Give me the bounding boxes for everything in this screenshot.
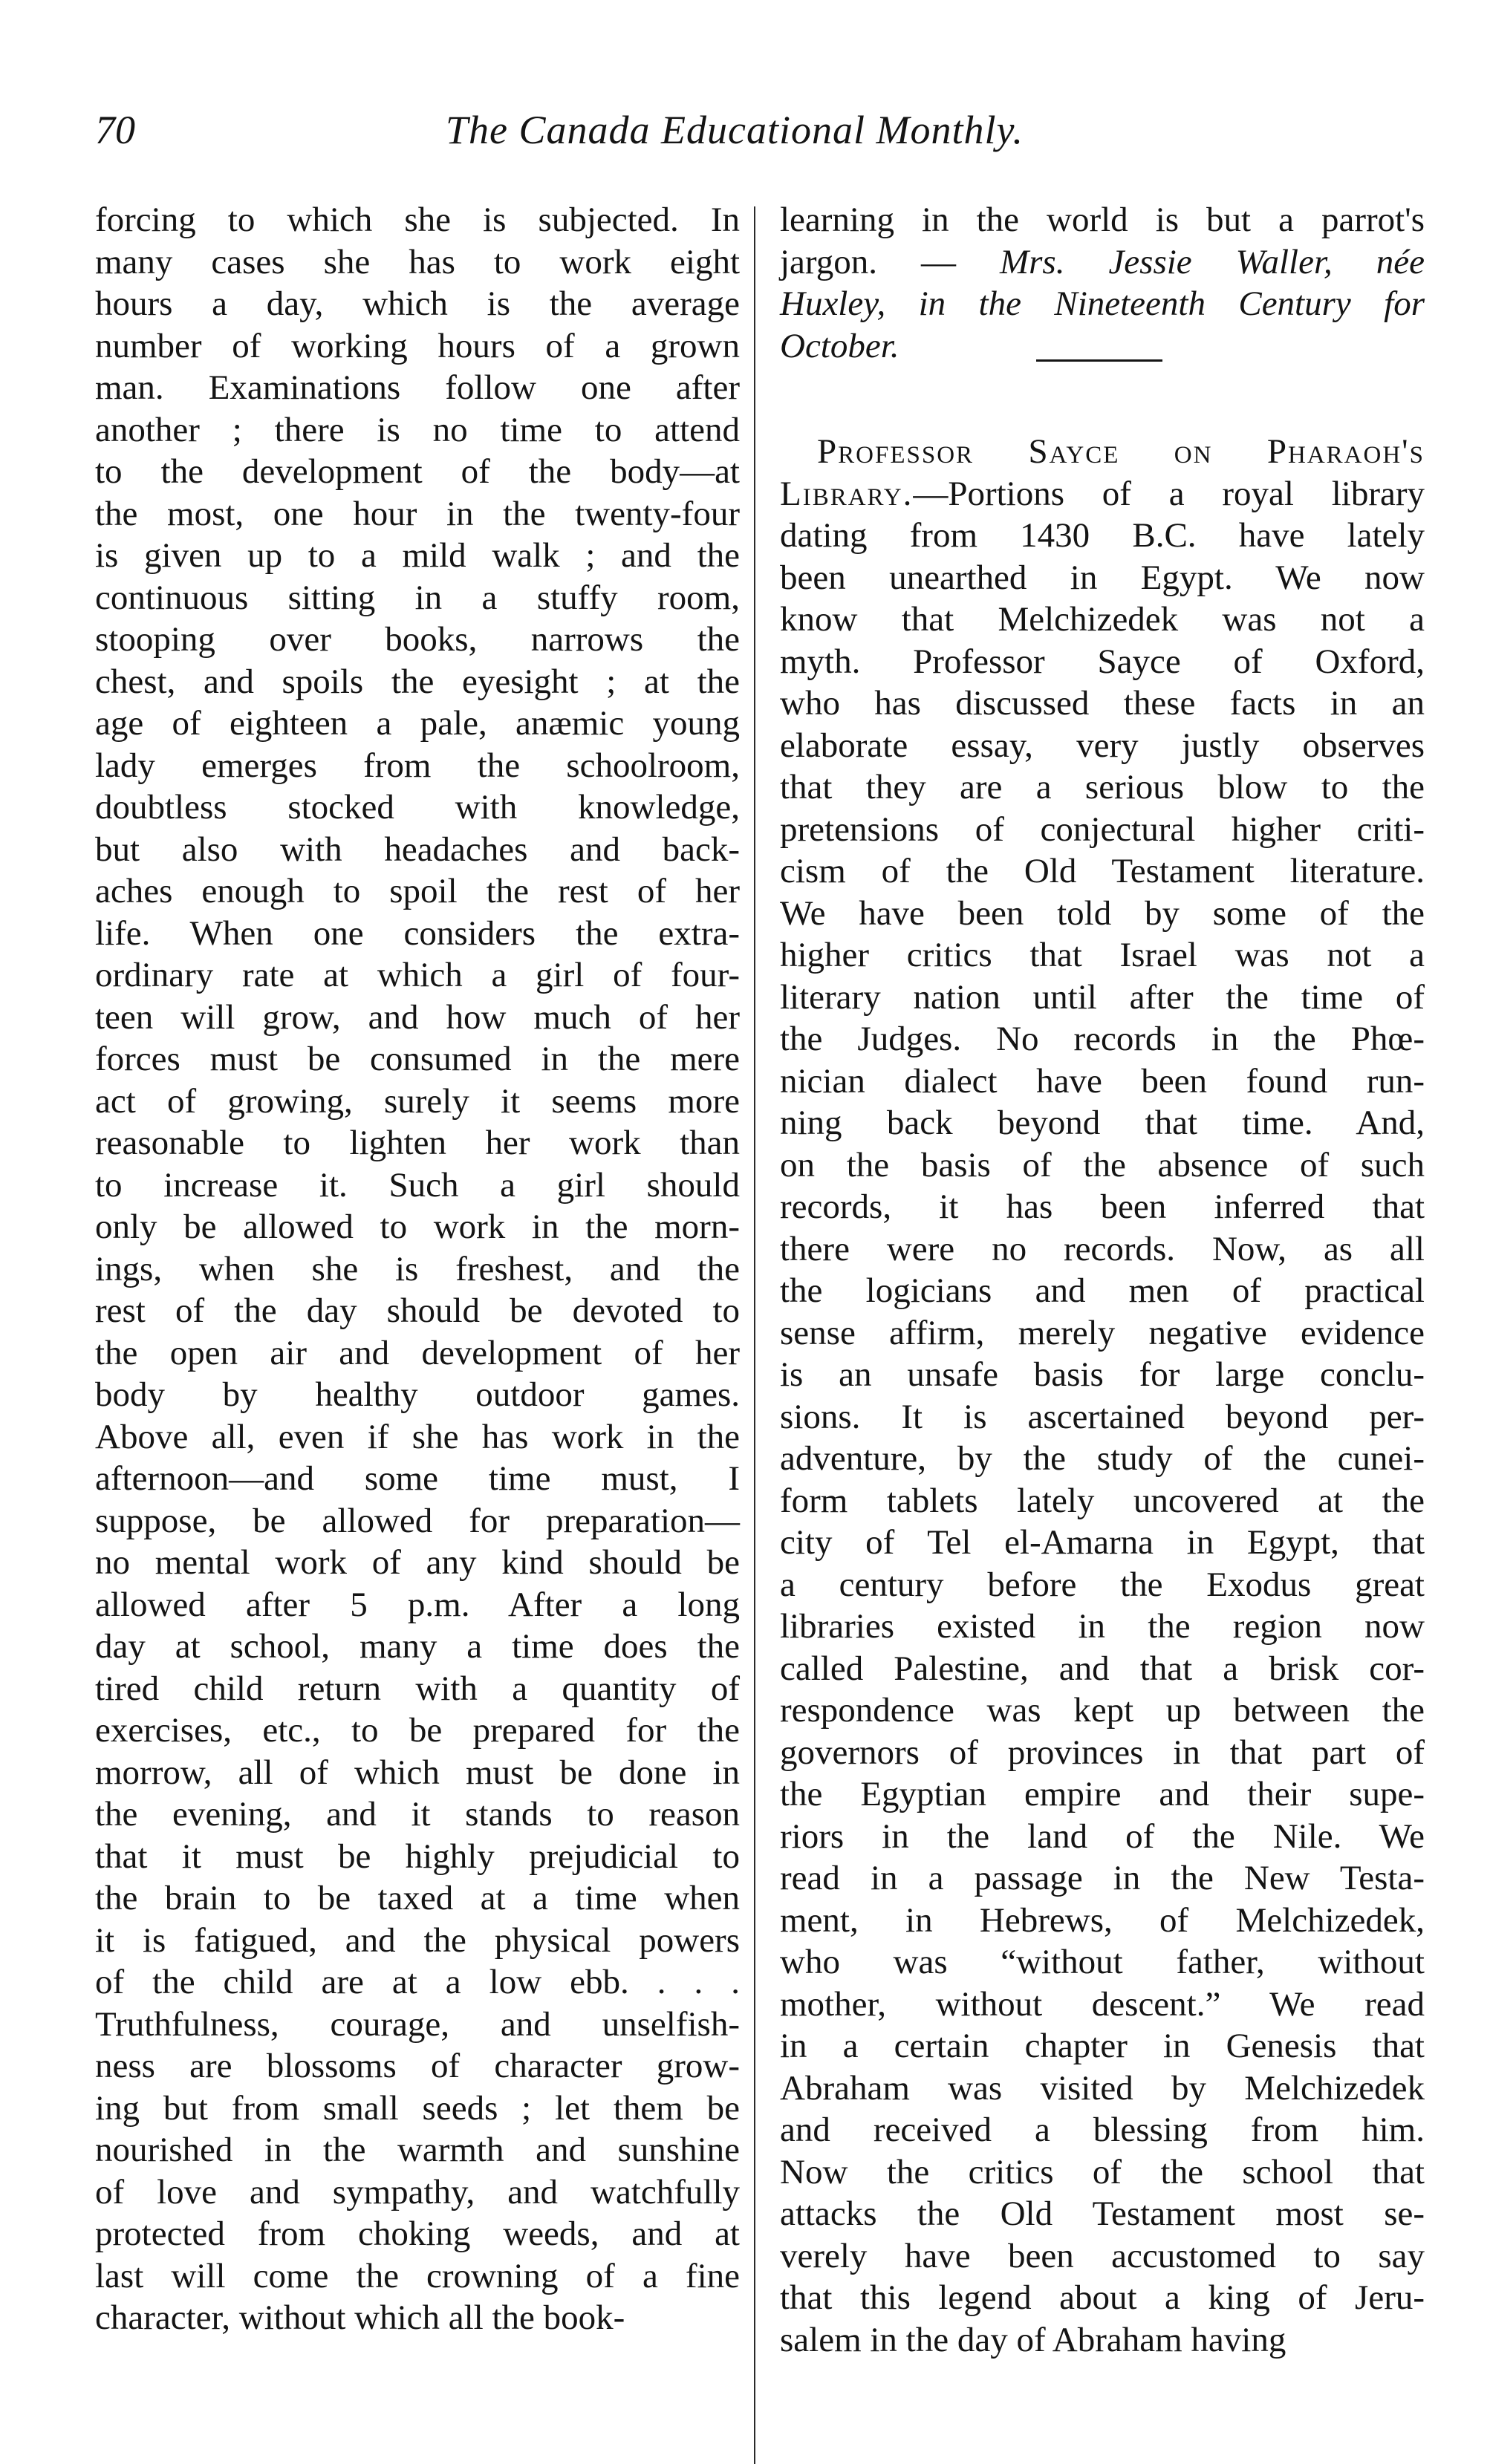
text-line: reasonable to lighten her work than [95, 1124, 740, 1162]
article-body [780, 515, 1425, 2361]
running-title: The Canada Educational Monthly. [446, 108, 1024, 152]
text-line: exercises, etc., to be prepared for the [95, 1711, 740, 1750]
text-line: governors of provinces in that part of [780, 1733, 1425, 1772]
text-line: many cases she has to work eight [95, 242, 740, 281]
text-line: lady emerges from the schoolroom, [95, 746, 740, 785]
text-line: on the basis of the absence of such [780, 1145, 1425, 1184]
text-line: rest of the day should be devoted to [95, 1291, 740, 1330]
text-line: ings, when she is freshest, and the [95, 1249, 740, 1288]
text-line: nourished in the warmth and sunshine [95, 2131, 740, 2169]
text-line: riors in the land of the Nile. We [780, 1816, 1425, 1856]
right-column [780, 199, 1425, 2361]
text-line: the Judges. No records in the Phœ- [780, 1020, 1425, 1058]
text-line: elaborate essay, very justly observes [780, 726, 1425, 765]
text-line: called Palestine, and that a brisk cor- [780, 1649, 1425, 1688]
text-line: age of eighteen a pale, anæmic young [95, 704, 740, 743]
text-line: afternoon—and some time must, I [95, 1459, 740, 1498]
page-number: 70 [95, 108, 135, 152]
text-line: character, without which all the book- [95, 2298, 625, 2337]
text-line: chest, and spoils the eyesight ; at the [95, 662, 740, 701]
text-line: who was “without father, without [780, 1943, 1425, 1981]
column-divider [754, 206, 755, 2464]
text-line: tired child return with a quantity of [95, 1669, 740, 1708]
text-line: literary nation until after the time of [780, 977, 1425, 1017]
section-gap [780, 367, 1425, 431]
quote-attribution-line [780, 241, 1425, 284]
text-line: higher critics that Israel was not a [780, 936, 1425, 974]
text-line: another ; there is no time to attend [95, 410, 740, 449]
quote-source-line: October. [780, 326, 899, 365]
text-line: life. When one considers the extra- [95, 913, 740, 953]
text-line: and received a blessing from him. [780, 2111, 1425, 2149]
text-line: read in a passage in the New Testa- [780, 1859, 1425, 1897]
text-line: a century before the Exodus great [780, 1565, 1425, 1604]
text-line: teen will grow, and how much of her [95, 997, 740, 1037]
text-line: suppose, be allowed for preparation— [95, 1501, 740, 1540]
text-line: the Egyptian empire and their supe- [780, 1775, 1425, 1813]
text-line: number of working hours of a grown [95, 326, 740, 365]
text-line: aches enough to spoil the rest of her [95, 872, 740, 910]
quote-line: learning in the world is but a parrot's [780, 201, 1425, 239]
text-line: forcing to which she is subjected. In [95, 201, 740, 239]
text-line: sense affirm, merely negative evidence [780, 1313, 1425, 1352]
article-heading-cont: Library. [780, 474, 914, 513]
text-line: that this legend about a king of Jeru- [780, 2278, 1425, 2317]
text-line: allowed after 5 p.m. After a long [95, 1585, 740, 1624]
text-line: the brain to be taxed at a time when [95, 1879, 740, 1917]
text-line: verely have been accustomed to say [780, 2236, 1425, 2275]
text-line: there were no records. Now, as all [780, 1229, 1425, 1268]
text-line: the open air and development of her [95, 1333, 740, 1372]
text-line: the evening, and it stands to reason [95, 1795, 740, 1834]
text-line: mother, without descent.” We read [780, 1984, 1425, 2024]
text-line: been unearthed in Egypt. We now [780, 558, 1425, 597]
article-first-line [780, 473, 1425, 515]
text-line: only be allowed to work in the morn- [95, 1207, 740, 1246]
text-line: sions. It is ascertained beyond per- [780, 1397, 1425, 1436]
text-line: protected from choking weeds, and at [95, 2214, 740, 2253]
text-line: form tablets lately uncovered at the [780, 1481, 1425, 1520]
text-line: pretensions of conjectural higher criti- [780, 809, 1425, 849]
quote-source-line: Huxley, in the Nineteenth Century for [780, 284, 1425, 323]
text-line: ment, in Hebrews, of Melchizedek, [780, 1900, 1425, 1940]
text-line: libraries existed in the region now [780, 1607, 1425, 1646]
text-line: day at school, many a time does the [95, 1627, 740, 1666]
text-line: who has discussed these facts in an [780, 684, 1425, 723]
text-line: the most, one hour in the twenty-four [95, 494, 740, 533]
text-line: Now the critics of the school that [780, 2152, 1425, 2191]
quote-author: Mrs. Jessie Waller, née [999, 242, 1425, 281]
text-line: that it must be highly prejudicial to [95, 1836, 740, 1876]
section-divider [1036, 359, 1162, 362]
text-line: is given up to a mild walk ; and the [95, 536, 740, 575]
text-line: know that Melchizedek was not a [780, 600, 1425, 639]
text-line: but also with headaches and back- [95, 830, 740, 869]
text-line: to the development of the body—at [95, 452, 740, 491]
text-line: salem in the day of Abraham having [780, 2320, 1286, 2359]
text-line: to increase it. Such a girl should [95, 1165, 740, 1205]
text-line: respondence was kept up between the [780, 1691, 1425, 1730]
text-line: of love and sympathy, and watchfully [95, 2172, 740, 2212]
text-line: Abraham was visited by Melchizedek [780, 2068, 1425, 2108]
text-line: myth. Professor Sayce of Oxford, [780, 642, 1425, 681]
article-heading: Professor Sayce on Pharaoh's [817, 432, 1425, 471]
text-line: hours a day, which is the average [95, 284, 740, 323]
text-line: man. Examinations follow one after [95, 368, 740, 407]
text-line: is an unsafe basis for large conclu- [780, 1355, 1425, 1394]
text-line: forces must be consumed in the mere [95, 1040, 740, 1078]
text-line: attacks the Old Testament most se- [780, 2194, 1425, 2233]
text-line: city of Tel el-Amarna in Egypt, that [780, 1523, 1425, 1562]
text-line: We have been told by some of the [780, 893, 1425, 933]
text-line: stooping over books, narrows the [95, 620, 740, 659]
text-line: body by healthy outdoor games. [95, 1375, 740, 1414]
text-line: Truthfulness, courage, and unselfish- [95, 2004, 740, 2044]
text-line: last will come the crowning of a fine [95, 2256, 740, 2295]
text-line: records, it has been inferred that [780, 1187, 1425, 1226]
text-line: adventure, by the study of the cunei- [780, 1439, 1425, 1478]
text-line: no mental work of any kind should be [95, 1543, 740, 1582]
text-line: in a certain chapter in Genesis that [780, 2027, 1425, 2065]
text-line: the logicians and men of practical [780, 1271, 1425, 1310]
text-line: cism of the Old Testament literature. [780, 852, 1425, 890]
text-line: dating from 1430 B.C. have lately [780, 516, 1425, 555]
article-text: —Portions of a royal library [913, 474, 1425, 513]
text-line: continuous sitting in a stuffy room, [95, 578, 740, 617]
text-line: doubtless stocked with knowledge, [95, 788, 740, 827]
quote-line-text: jargon. — [780, 242, 956, 281]
article-heading-line [780, 431, 1425, 473]
text-line: ordinary rate at which a girl of four- [95, 956, 740, 994]
text-line: ness are blossoms of character grow- [95, 2047, 740, 2085]
text-line: it is fatigued, and the physical powers [95, 1920, 740, 1960]
text-line: act of growing, surely it seems more [95, 1081, 740, 1121]
text-line: nician dialect have been found run- [780, 1061, 1425, 1101]
text-line: that they are a serious blow to the [780, 768, 1425, 806]
left-column [95, 199, 740, 2339]
text-line: morrow, all of which must be done in [95, 1753, 740, 1792]
text-line: of the child are at a low ebb. . . . [95, 1963, 740, 2001]
text-line: ing but from small seeds ; let them be [95, 2088, 740, 2128]
text-line: ning back beyond that time. And, [780, 1104, 1425, 1142]
text-line: Above all, even if she has work in the [95, 1417, 740, 1456]
